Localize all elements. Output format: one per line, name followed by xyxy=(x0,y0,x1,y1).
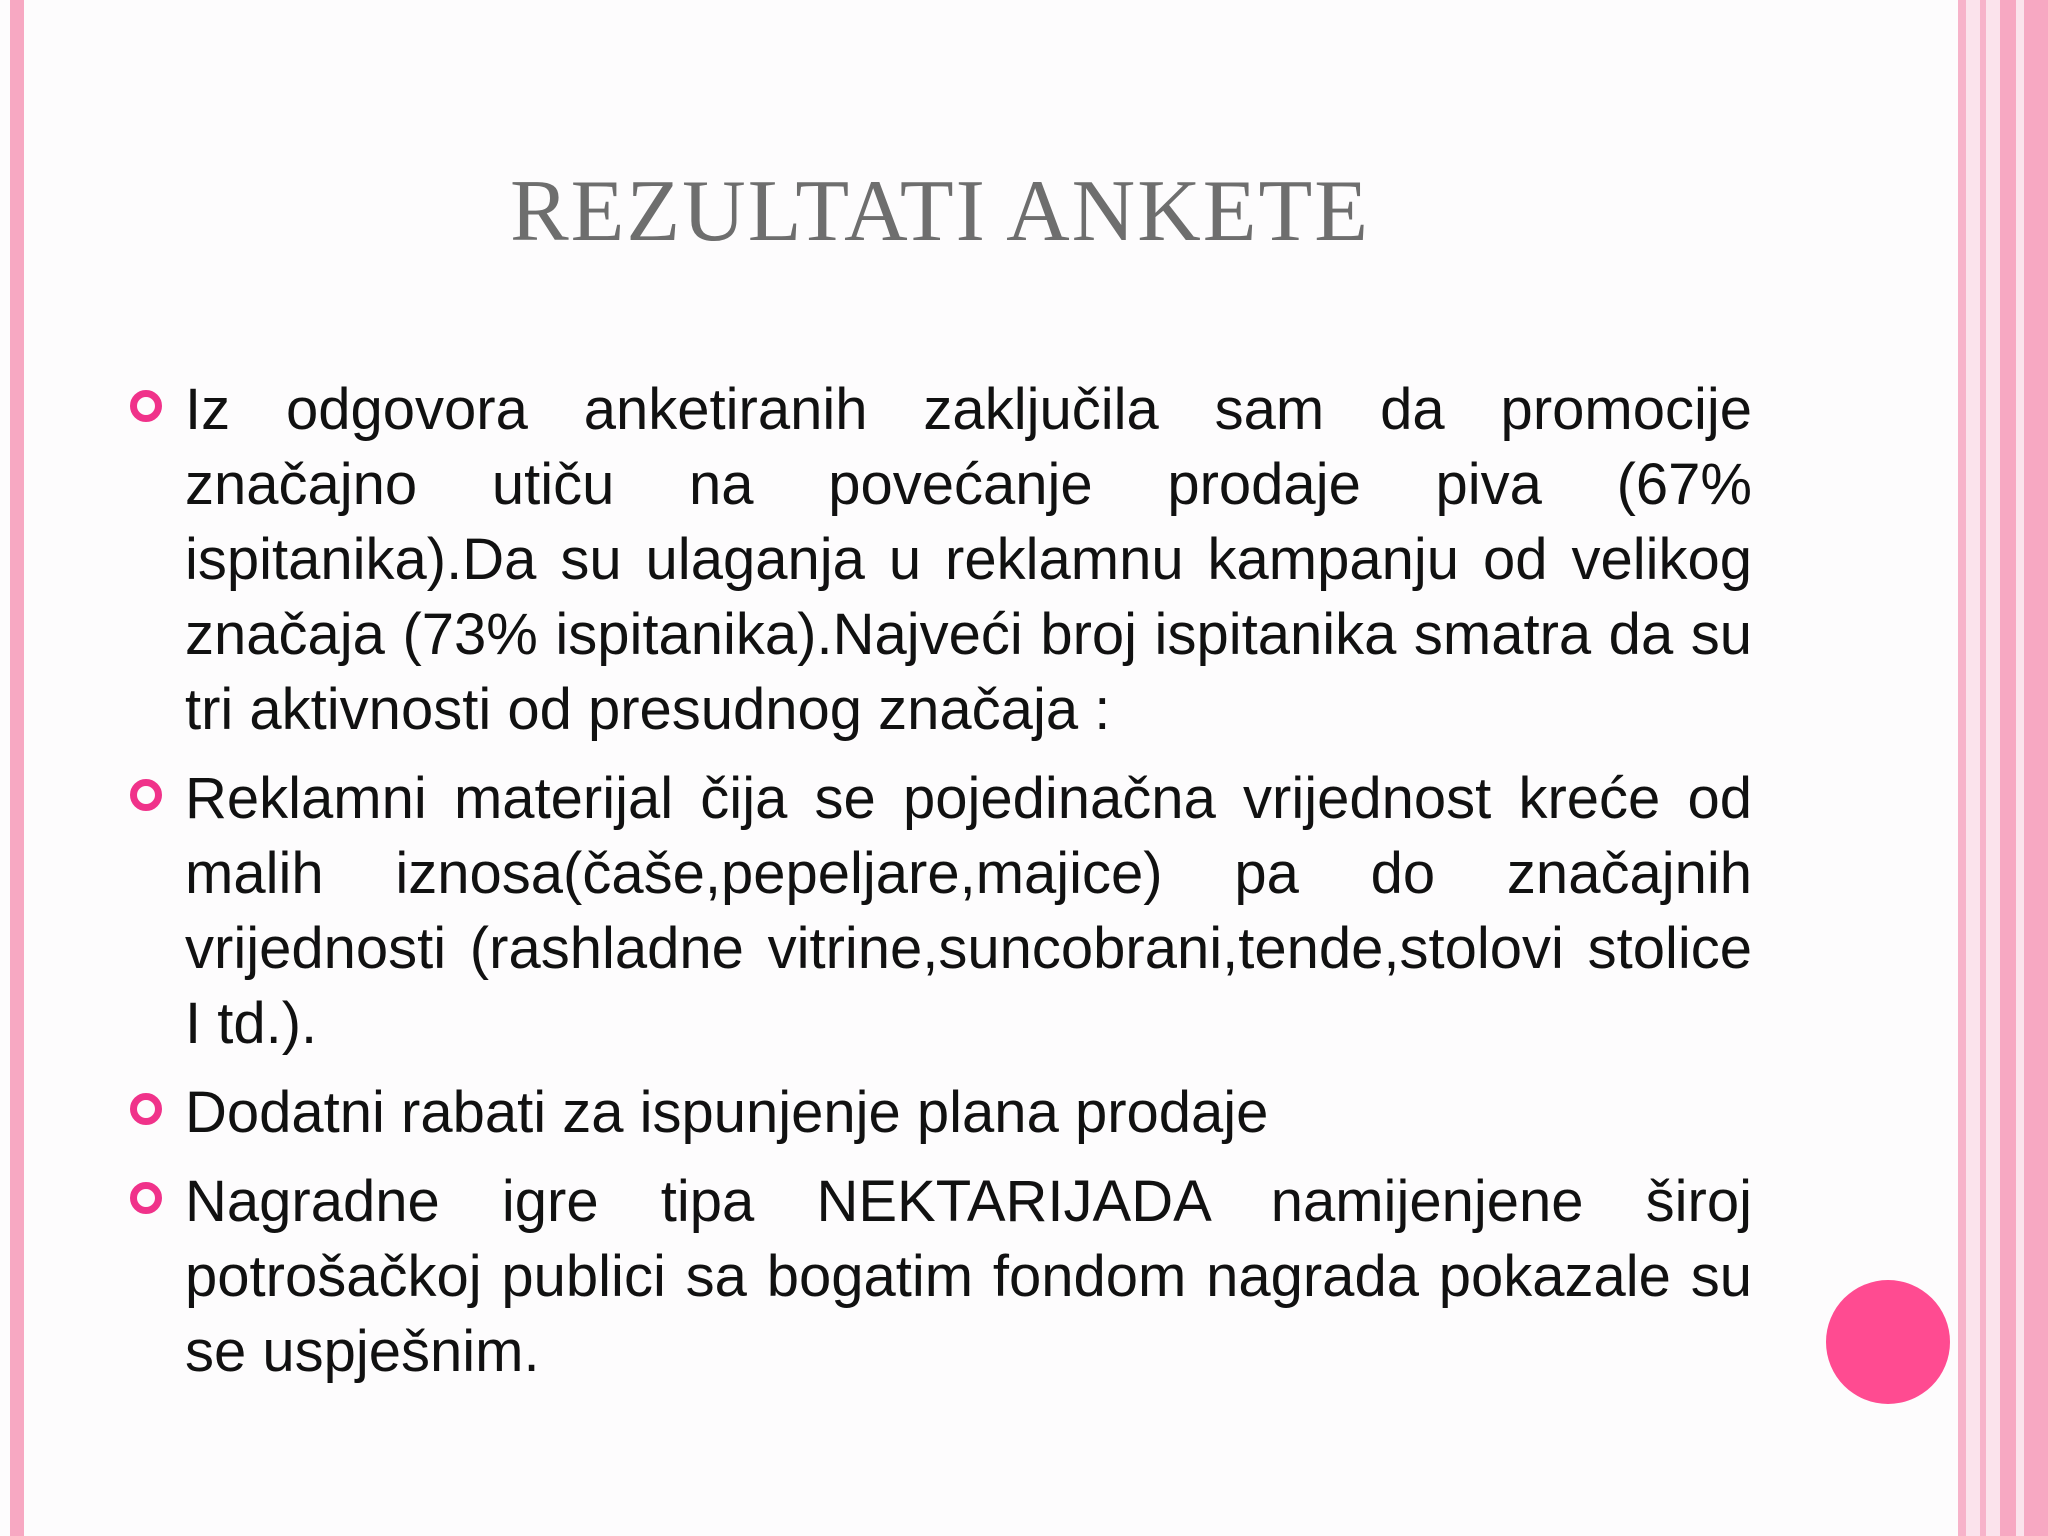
slide-title: REZULTATI ANKETE xyxy=(509,163,1371,260)
bullet-text: Reklamni materijal čija se pojedinačna vrijednost kreće od malih iznosa(čaše,pepeljare,majice) pa do značajnih vrijednosti (rashladne vitrine,suncobrani,tende,stolovi stolice I td.). xyxy=(185,766,1752,1056)
bullet-item xyxy=(130,372,1752,747)
bullet-item xyxy=(130,1075,1752,1150)
decorative-pink-circle xyxy=(1826,1280,1950,1404)
bullet-text: Dodatni rabati za ispunjenje plana prodaje xyxy=(185,1080,1269,1145)
right-decorative-stripe xyxy=(1966,0,1980,1536)
bullet-ring-icon xyxy=(130,390,162,422)
bullet-ring-icon xyxy=(130,1182,162,1214)
bullet-ring-icon xyxy=(130,1093,162,1125)
right-decorative-stripe xyxy=(2000,0,2016,1536)
right-decorative-stripe xyxy=(2016,0,2024,1536)
bullet-item xyxy=(130,761,1752,1061)
right-decorative-stripe xyxy=(2024,0,2048,1536)
right-decorative-stripe xyxy=(1986,0,2000,1536)
bullet-text: Iz odgovora anketiranih zaključila sam da promocije značajno utiču na povećanje prodaje piva (67% ispitanika).Da su ulaganja u reklamnu kampanju od velikog značaja (73% ispitanika).Najveći broj ispitanika smatra da su tri aktivnosti od presudnog značaja : xyxy=(185,377,1752,742)
bullet-text: Nagradne igre tipa NEKTARIJADA namijenjene široj potrošačkoj publici sa bogatim fondom nagrada pokazale su se uspješnim. xyxy=(185,1169,1752,1384)
bullet-item xyxy=(130,1164,1752,1389)
bullet-list xyxy=(130,372,1752,1403)
right-decorative-stripe xyxy=(1958,0,1966,1536)
bullet-ring-icon xyxy=(130,779,162,811)
